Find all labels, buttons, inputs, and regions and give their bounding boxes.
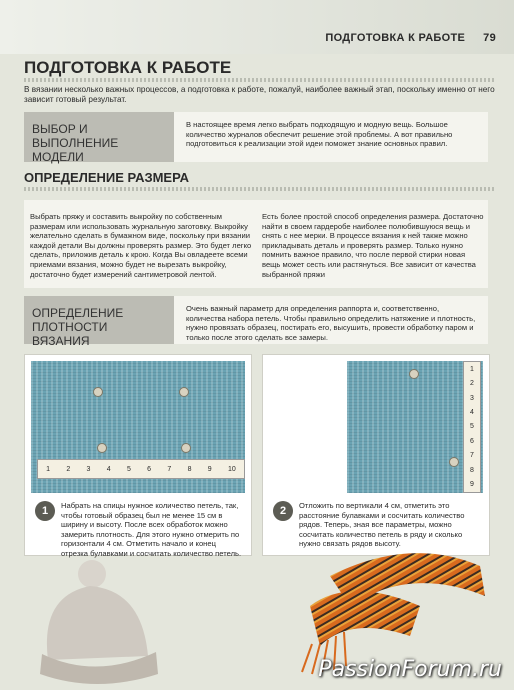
header-band xyxy=(0,0,514,54)
pin-icon xyxy=(97,443,107,453)
pin-icon xyxy=(93,387,103,397)
model-box-label: ВЫБОР И ВЫПОЛНЕНИЕ МОДЕЛИ xyxy=(24,112,174,162)
pin-icon xyxy=(409,369,419,379)
size-text-right: Есть более простой способ определения размера. Достаточно найти в своем гардеробе наиболее полюбившуюся вещь и снять с нее мерки. В процессе вязания к ней также можно прикладывать деталь и проверять размер. Только нужно помнить важное правило, что после первой стирки новая вещь может сесть или растянуться. Все зависит от качества выбранной пряжи xyxy=(262,212,484,279)
ruler-tick-label: 1 xyxy=(470,365,474,373)
density-box xyxy=(24,296,488,348)
step1-number: 1 xyxy=(35,501,55,521)
ruler-tick-label: 3 xyxy=(86,465,91,473)
ruler-tick-label: 3 xyxy=(470,394,474,402)
ruler-tick-label: 10 xyxy=(227,465,236,473)
size-text-left: Выбрать пряжу и составить выкройку по собственным размерам или использовать журнальную заготовку. Выкройку желательно сделать в бумажном виде, поскольку при вязании каждой детали Вы должны проверять размер. Это будет легко сделать, приложив деталь к крою. Когда Вы овладеете всеми приемами вязания, можно будет не вырезать выкройку, достаточно будет измерений сантиметровой лентой. xyxy=(30,212,252,279)
intro-text: В вязании несколько важных процессов, а подготовка к работе, пожалуй, наиболее важный этап, поскольку именно от него зависит готовый результат. xyxy=(24,85,495,104)
step2-text: Отложить по вертикали 4 см, отметить это расстояние булавками и сосчитать количество рядов. Теперь, зная все параметры, можно сосчитать количество петель в ряду и сколько нужно связать рядов высоту. xyxy=(299,501,465,549)
tape-measure-horizontal xyxy=(37,459,245,479)
ruler-tick-label: 1 xyxy=(46,465,51,473)
step2-number: 2 xyxy=(273,501,293,521)
ruler-tick-label: 4 xyxy=(106,465,111,473)
running-head xyxy=(325,32,496,44)
section-title: ОПРЕДЕЛЕНИЕ РАЗМЕРА xyxy=(24,170,190,185)
ruler-tick-label: 8 xyxy=(187,465,192,473)
title-divider xyxy=(24,78,496,82)
ruler-tick-label: 5 xyxy=(470,423,474,431)
ruler-tick-label: 9 xyxy=(207,465,212,473)
ruler-tick-label: 2 xyxy=(470,380,474,388)
ruler-tick-label: 4 xyxy=(470,409,474,417)
pin-icon xyxy=(181,443,191,453)
section-divider xyxy=(24,187,496,191)
tape-measure-vertical xyxy=(463,361,481,493)
ruler-tick-label: 9 xyxy=(470,481,474,489)
ruler-tick-label: 7 xyxy=(470,452,474,460)
page-title: ПОДГОТОВКА К РАБОТЕ xyxy=(24,58,232,77)
ruler-tick-label: 6 xyxy=(470,437,474,445)
ruler-tick-label: 7 xyxy=(167,465,172,473)
density-box-text: Очень важный параметр для определения раппорта и, соответственно, количества набора петель. Чтобы правильно определить натяжение и плотность, нужно провязать образец, постирать его, высушить, провести обработку паром и только после этого сделать все замеры. xyxy=(186,304,476,342)
pin-icon xyxy=(179,387,189,397)
ruler-tick-label: 5 xyxy=(126,465,131,473)
model-box-text: В настоящее время легко выбрать подходящую и модную вещь. Большое количество журналов обеспечит решение этой проблемы. А вот правильно подготовиться к реализации этой идеи поможет знание основных правил. xyxy=(186,120,453,149)
page-number: 79 xyxy=(483,32,496,44)
ruler-tick-label: 8 xyxy=(470,466,474,474)
pin-icon xyxy=(449,457,459,467)
striped-scarf-image xyxy=(290,536,500,676)
model-box xyxy=(24,112,488,162)
swatch-photo-horizontal xyxy=(31,361,245,493)
density-box-label: ОПРЕДЕЛЕНИЕ ПЛОТНОСТИ ВЯЗАНИЯ xyxy=(24,296,174,344)
swatch-photo-vertical xyxy=(269,361,483,493)
step2-panel xyxy=(262,354,490,556)
running-head-title: ПОДГОТОВКА К РАБОТЕ xyxy=(325,32,466,44)
step1-panel xyxy=(24,354,252,556)
watermark: PassionForum.ru xyxy=(318,657,502,682)
knitted-hat-image xyxy=(30,556,200,686)
ruler-tick-label: 2 xyxy=(66,465,71,473)
step1-text: Набрать на спицы нужное количество петель, так, чтобы готовый образец был не менее 15 см в ширину и высоту. После всех обработок можно замерить плотность. Для этого нужно отмерить по горизонтали 4 см. Отметить начало и конец отрезка булавками и сосчитать количество петель. xyxy=(61,501,242,558)
ruler-tick-label: 6 xyxy=(147,465,152,473)
